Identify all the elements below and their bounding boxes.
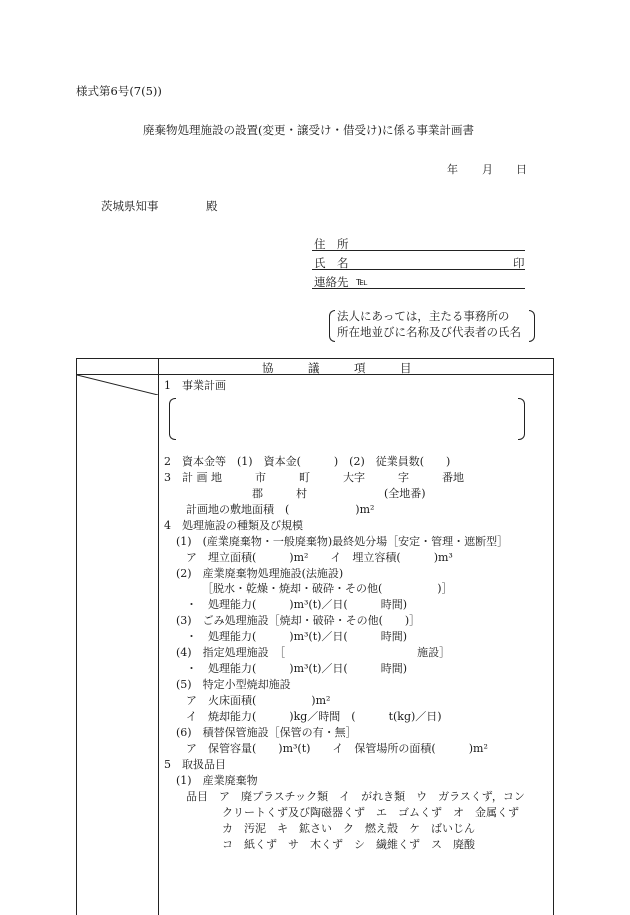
section-2: 2 資本金等 (1) 資本金( ) (2) 従業員数( ) [164,455,451,468]
address-field[interactable] [312,234,525,251]
page-title: 廃棄物処理施設の設置(変更・譲受け・借受け)に係る事業計画書 [143,123,474,137]
item-5-1-list3: カ 汚泥 キ 鉱さい ク 燃え殻 ケ ばいじん [222,822,475,835]
section-5: 5 取扱品目 [164,758,226,771]
form-number: 様式第6号(7(5)) [76,84,162,98]
table-left-border [76,358,77,915]
table-header: 協 議 項 目 [262,361,412,375]
item-4-3: (3) ごみ処理施設［焼却・破砕・その他( )］ [176,614,421,627]
tel-mark: ℡ [356,275,368,288]
corporate-note-line1: 法人にあっては，主たる事務所の [337,309,510,323]
item-4-5: (5) 特定小型焼却施設 [176,678,291,691]
addressee-name: 茨城県知事 [101,199,159,213]
table-divider [158,358,159,915]
date-year: 年 [447,163,458,176]
item-4-3-capacity: ・ 処理能力( )m³(t)／日( 時間) [186,630,408,643]
plan-bracket-left [169,398,176,440]
item-4-5-area: ア 火床面積( )m² [186,694,331,707]
addressee-suffix: 殿 [206,199,218,213]
item-4-1: (1) (産業廃棄物・一般廃棄物)最終処分場［安定・管理・遮断型］ [176,535,509,548]
section-3-line2: 郡 村 (全地番) [164,487,426,500]
name-field[interactable] [312,253,525,270]
date-month: 月 [482,163,493,176]
section-1: 1 事業計画 [164,379,226,392]
name-label: 氏 名 [314,256,349,270]
plan-bracket-right [518,398,525,440]
item-5-1-list1: 品目 ア 廃プラスチック類 イ がれき類 ウ ガラスくず，コン [186,790,525,803]
diagonal-line [77,375,158,395]
table-top-border [76,358,554,359]
date-day: 日 [516,163,527,176]
address-label: 住 所 [314,237,349,251]
table-right-border [553,358,554,915]
item-4-4: (4) 指定処理施設 ［ 施設］ [176,646,451,659]
contact-label: 連絡先 [314,275,349,289]
item-4-2-types: ［脱水・乾燥・焼却・破砕・その他( )］ [202,582,453,595]
item-4-6: (6) 積替保管施設［保管の有・無］ [176,726,357,739]
contact-field[interactable] [312,272,525,289]
seal-mark: 印 [513,256,525,270]
item-5-1-list2: クリートくず及び陶磁器くず エ ゴムくず オ 金属くず [222,806,519,819]
item-4-5-capacity: イ 焼却能力( )kg／時間 ( t(kg)／日) [186,710,442,723]
note-bracket-right [529,310,535,342]
note-bracket-left [329,310,335,342]
section-3: 3 計 画 地 市 町 大字 字 番地 [164,471,464,484]
item-4-2: (2) 産業廃棄物処理施設(法施設) [176,567,344,580]
section-3-area: 計画地の敷地面積 ( )m² [164,503,375,516]
item-4-6-detail: ア 保管容量( )m³(t) イ 保管場所の面積( )m² [186,742,488,755]
corporate-note-line2: 所在地並びに名称及び代表者の氏名 [337,325,521,339]
item-4-4-capacity: ・ 処理能力( )m³(t)／日( 時間) [186,662,408,675]
item-5-1-list4: コ 紙くず サ 木くず シ 繊維くず ス 廃酸 [222,838,475,851]
item-4-1-detail: ア 埋立面積( )m² イ 埋立容積( )m³ [186,551,453,564]
section-4: 4 処理施設の種類及び規模 [164,519,303,532]
item-4-2-capacity: ・ 処理能力( )m³(t)／日( 時間) [186,598,408,611]
item-5-1: (1) 産業廃棄物 [176,774,258,787]
